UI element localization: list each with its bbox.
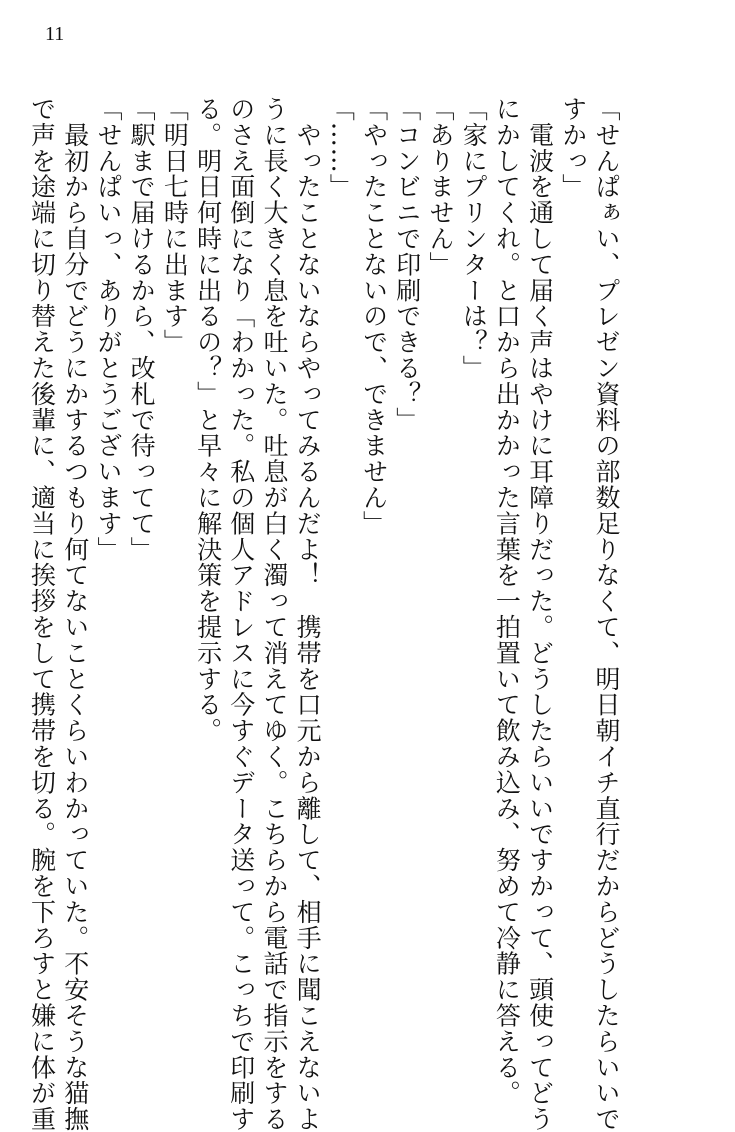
text-column: 「せんぱぁい、プレゼン資料の部数足りなくて、明日朝イチ直行だからどうしたらいいで [592,96,621,1132]
text-column: うに長く大きく息を吐いた。吐息が白く濁って消えてゆく。こちらから電話で指示をする [259,96,289,1132]
text-column: 「……」 [326,96,356,200]
text-column: 「やったことないので、できません」 [359,96,389,537]
text-column: すかっ」 [558,96,588,200]
text-column: 「せんぱいっ、ありがとうございます」 [93,96,123,563]
vertical-text-body [25,96,623,1132]
text-column: のさえ面倒になり「わかった。私の個人アドレスに今すぐデータ送って。こっちで印刷す [226,96,256,1132]
text-column: 電波を通して届く声はやけに耳障りだった。どうしたらいいですかって、頭使ってどう [525,96,555,1132]
text-column: 「コンビニで印刷できる？」 [392,96,422,433]
text-column: 「駅まで届けるから、改札で待ってて」 [127,96,157,563]
text-column: 「ありません」 [425,96,455,278]
text-column: 「明日七時に出ます」 [160,96,190,355]
text-column: る。明日何時に出るの？」と早々に解決策を提示する。 [193,96,223,744]
text-column: で声を途端に切り替えた後輩に、適当に挨拶をして携帯を切る。腕を下ろすと嫌に体が重 [27,96,57,1132]
text-column: 「家にプリンターは？」 [459,96,489,381]
text-column: やったことないならやってみるんだよ！ 携帯を口元から離して、相手に聞こえないよ [293,96,323,1132]
text-column: 最初から自分でどうにかするつもり何てないことくらいわかっていた。不安そうな猫撫 [60,96,90,1132]
text-column: にかしてくれ。と口から出かかった言葉を一拍置いて飲み込み、努めて冷静に答える。 [492,96,522,1107]
page-number: 11 [45,23,65,45]
